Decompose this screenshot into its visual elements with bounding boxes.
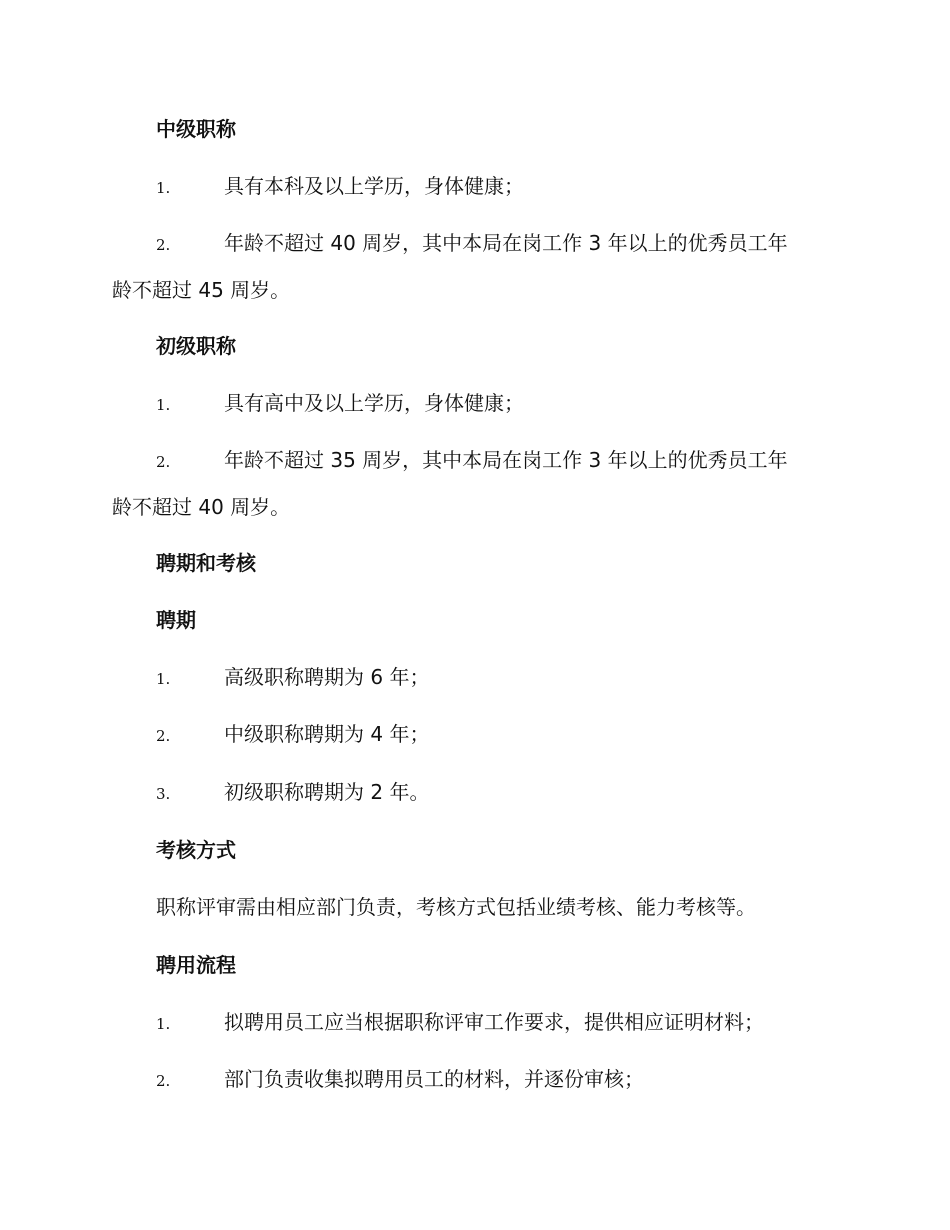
list-item-number: 1.	[156, 670, 171, 688]
section-heading-assessment-method: 考核方式	[156, 838, 236, 862]
section-heading-term-and-assessment: 聘期和考核	[156, 551, 256, 575]
list-item-number: 1.	[156, 179, 171, 197]
paragraph: 职称评审需由相应部门负责，考核方式包括业绩考核、能力考核等。	[156, 895, 756, 919]
list-item-text: 拟聘用员工应当根据职称评审工作要求，提供相应证明材料；	[224, 1010, 764, 1034]
list-item-number: 3.	[156, 785, 171, 803]
list-item-number: 2.	[156, 727, 171, 745]
section-heading-junior-title: 初级职称	[156, 334, 236, 358]
list-item-text-continuation: 龄不超过 45 周岁。	[112, 278, 291, 302]
list-item-text: 高级职称聘期为 6 年；	[224, 665, 430, 689]
list-item-text-continuation: 龄不超过 40 周岁。	[112, 495, 291, 519]
list-item-text: 年龄不超过 35 周岁，其中本局在岗工作 3 年以上的优秀员工年	[224, 448, 788, 472]
list-item-text: 部门负责收集拟聘用员工的材料，并逐份审核；	[224, 1067, 644, 1091]
section-heading-intermediate-title: 中级职称	[156, 117, 236, 141]
list-item-text: 年龄不超过 40 周岁，其中本局在岗工作 3 年以上的优秀员工年	[224, 231, 788, 255]
list-item-text: 中级职称聘期为 4 年；	[224, 722, 430, 746]
section-heading-hiring-process: 聘用流程	[156, 953, 236, 977]
list-item-number: 2.	[156, 236, 171, 254]
list-item-number: 2.	[156, 1072, 171, 1090]
section-heading-term: 聘期	[156, 608, 196, 632]
list-item-text: 具有本科及以上学历，身体健康；	[224, 174, 524, 198]
list-item-number: 2.	[156, 453, 171, 471]
list-item-number: 1.	[156, 1015, 171, 1033]
list-item-text: 初级职称聘期为 2 年。	[224, 780, 430, 804]
list-item-number: 1.	[156, 396, 171, 414]
list-item-text: 具有高中及以上学历，身体健康；	[224, 391, 524, 415]
